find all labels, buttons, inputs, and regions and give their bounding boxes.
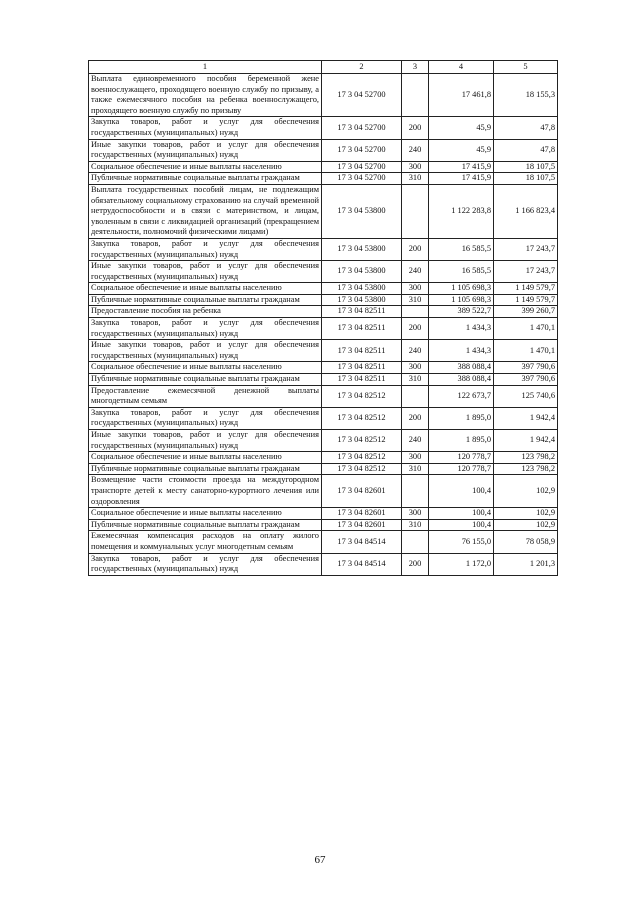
- amount-col4-cell: 1 122 283,8: [429, 184, 494, 238]
- table-row: [89, 184, 558, 238]
- row-name-cell: Закупка товаров, работ и услуг для обеспечения государственных (муниципальных) нужд: [89, 318, 322, 340]
- table-row: [89, 452, 558, 464]
- expense-type-cell: 200: [402, 553, 429, 575]
- amount-col4-cell: 1 434,3: [429, 340, 494, 362]
- table-row: [89, 407, 558, 429]
- row-name-cell: Выплата единовременного пособия беременной жене военнослужащего, проходящего военную службу по призыву, а также ежемесячного пособия на ребенка военнослужащего, проходящего военную службу по призыву: [89, 74, 322, 117]
- table-row: [89, 475, 558, 508]
- expense-type-cell: 200: [402, 117, 429, 139]
- row-name-cell: Публичные нормативные социальные выплаты гражданам: [89, 173, 322, 185]
- target-code-cell: 17 3 04 84514: [322, 531, 402, 553]
- column-header: 4: [429, 61, 494, 74]
- target-code-cell: 17 3 04 82512: [322, 385, 402, 407]
- amount-col5-cell: 1 149 579,7: [494, 294, 558, 306]
- table-row: [89, 238, 558, 260]
- expense-type-cell: [402, 306, 429, 318]
- budget-table: [88, 60, 558, 576]
- row-name-cell: Иные закупки товаров, работ и услуг для обеспечения государственных (муниципальных) нужд: [89, 261, 322, 283]
- amount-col4-cell: 16 585,5: [429, 238, 494, 260]
- expense-type-cell: [402, 475, 429, 508]
- amount-col5-cell: 397 790,6: [494, 374, 558, 386]
- amount-col4-cell: 388 088,4: [429, 374, 494, 386]
- amount-col5-cell: 1 942,4: [494, 430, 558, 452]
- expense-type-cell: 240: [402, 139, 429, 161]
- target-code-cell: 17 3 04 53800: [322, 184, 402, 238]
- expense-type-cell: 300: [402, 452, 429, 464]
- table-row: [89, 74, 558, 117]
- row-name-cell: Публичные нормативные социальные выплаты гражданам: [89, 294, 322, 306]
- amount-col4-cell: 120 778,7: [429, 463, 494, 475]
- table-row: [89, 553, 558, 575]
- target-code-cell: 17 3 04 82512: [322, 463, 402, 475]
- amount-col4-cell: 100,4: [429, 475, 494, 508]
- row-name-cell: Социальное обеспечение и иные выплаты населению: [89, 161, 322, 173]
- expense-type-cell: 310: [402, 294, 429, 306]
- amount-col4-cell: 1 172,0: [429, 553, 494, 575]
- amount-col4-cell: 17 461,8: [429, 74, 494, 117]
- row-name-cell: Возмещение части стоимости проезда на междугородном транспорте детей к месту санаторно-курортного лечения или оздоровления: [89, 475, 322, 508]
- row-name-cell: Закупка товаров, работ и услуг для обеспечения государственных (муниципальных) нужд: [89, 238, 322, 260]
- amount-col5-cell: 17 243,7: [494, 261, 558, 283]
- table-row: [89, 340, 558, 362]
- expense-type-cell: 200: [402, 318, 429, 340]
- row-name-cell: Социальное обеспечение и иные выплаты населению: [89, 452, 322, 464]
- expense-type-cell: [402, 385, 429, 407]
- amount-col4-cell: 122 673,7: [429, 385, 494, 407]
- expense-type-cell: 300: [402, 283, 429, 295]
- amount-col5-cell: 102,9: [494, 508, 558, 520]
- table-row: [89, 531, 558, 553]
- target-code-cell: 17 3 04 53800: [322, 261, 402, 283]
- amount-col5-cell: 47,8: [494, 139, 558, 161]
- amount-col4-cell: 17 415,9: [429, 161, 494, 173]
- table-row: [89, 374, 558, 386]
- amount-col4-cell: 1 105 698,3: [429, 294, 494, 306]
- target-code-cell: 17 3 04 52700: [322, 139, 402, 161]
- amount-col4-cell: 16 585,5: [429, 261, 494, 283]
- column-header: 2: [322, 61, 402, 74]
- row-name-cell: Иные закупки товаров, работ и услуг для обеспечения государственных (муниципальных) нужд: [89, 139, 322, 161]
- target-code-cell: 17 3 04 52700: [322, 74, 402, 117]
- header-row: [89, 61, 558, 74]
- table-row: [89, 117, 558, 139]
- table-row: [89, 161, 558, 173]
- expense-type-cell: 300: [402, 161, 429, 173]
- row-name-cell: Предоставление ежемесячной денежной выплаты многодетным семьям: [89, 385, 322, 407]
- amount-col5-cell: 18 107,5: [494, 173, 558, 185]
- table-row: [89, 508, 558, 520]
- expense-type-cell: 240: [402, 340, 429, 362]
- target-code-cell: 17 3 04 82512: [322, 430, 402, 452]
- target-code-cell: 17 3 04 82601: [322, 475, 402, 508]
- amount-col4-cell: 1 895,0: [429, 430, 494, 452]
- expense-type-cell: 200: [402, 407, 429, 429]
- amount-col5-cell: 397 790,6: [494, 362, 558, 374]
- amount-col5-cell: 1 942,4: [494, 407, 558, 429]
- target-code-cell: 17 3 04 53800: [322, 238, 402, 260]
- target-code-cell: 17 3 04 82511: [322, 306, 402, 318]
- table-row: [89, 430, 558, 452]
- row-name-cell: Социальное обеспечение и иные выплаты населению: [89, 508, 322, 520]
- table-row: [89, 261, 558, 283]
- row-name-cell: Публичные нормативные социальные выплаты гражданам: [89, 374, 322, 386]
- expense-type-cell: [402, 74, 429, 117]
- amount-col4-cell: 45,9: [429, 139, 494, 161]
- amount-col5-cell: 1 470,1: [494, 318, 558, 340]
- amount-col5-cell: 102,9: [494, 519, 558, 531]
- amount-col5-cell: 47,8: [494, 117, 558, 139]
- row-name-cell: Ежемесячная компенсация расходов на оплату жилого помещения и коммунальных услуг многодетным семьям: [89, 531, 322, 553]
- amount-col5-cell: 123 798,2: [494, 463, 558, 475]
- expense-type-cell: 200: [402, 238, 429, 260]
- amount-col4-cell: 120 778,7: [429, 452, 494, 464]
- amount-col5-cell: 125 740,6: [494, 385, 558, 407]
- amount-col5-cell: 1 201,3: [494, 553, 558, 575]
- amount-col5-cell: 78 058,9: [494, 531, 558, 553]
- expense-type-cell: 240: [402, 261, 429, 283]
- amount-col4-cell: 389 522,7: [429, 306, 494, 318]
- row-name-cell: Публичные нормативные социальные выплаты гражданам: [89, 463, 322, 475]
- table-row: [89, 139, 558, 161]
- table-row: [89, 318, 558, 340]
- table-row: [89, 306, 558, 318]
- row-name-cell: Закупка товаров, работ и услуг для обеспечения государственных (муниципальных) нужд: [89, 553, 322, 575]
- target-code-cell: 17 3 04 53800: [322, 283, 402, 295]
- table-row: [89, 294, 558, 306]
- target-code-cell: 17 3 04 82511: [322, 340, 402, 362]
- table-row: [89, 283, 558, 295]
- row-name-cell: Социальное обеспечение и иные выплаты населению: [89, 283, 322, 295]
- target-code-cell: 17 3 04 82511: [322, 362, 402, 374]
- column-header: 1: [89, 61, 322, 74]
- column-header: 5: [494, 61, 558, 74]
- target-code-cell: 17 3 04 52700: [322, 173, 402, 185]
- expense-type-cell: [402, 184, 429, 238]
- amount-col4-cell: 45,9: [429, 117, 494, 139]
- row-name-cell: Иные закупки товаров, работ и услуг для обеспечения государственных (муниципальных) нужд: [89, 430, 322, 452]
- amount-col4-cell: 388 088,4: [429, 362, 494, 374]
- expense-type-cell: 310: [402, 374, 429, 386]
- table-row: [89, 519, 558, 531]
- target-code-cell: 17 3 04 82601: [322, 519, 402, 531]
- expense-type-cell: 310: [402, 519, 429, 531]
- amount-col4-cell: 100,4: [429, 519, 494, 531]
- expense-type-cell: 240: [402, 430, 429, 452]
- expense-type-cell: 300: [402, 508, 429, 520]
- table-row: [89, 362, 558, 374]
- amount-col4-cell: 100,4: [429, 508, 494, 520]
- row-name-cell: Выплата государственных пособий лицам, не подлежащим обязательному социальному страхованию на случай временной нетрудоспособности и в связи с материнством, и лицам, уволенным в связи с ликвидацией организаций (прекращением деятельности, полномочий физическими лицами): [89, 184, 322, 238]
- amount-col5-cell: 123 798,2: [494, 452, 558, 464]
- expense-type-cell: 310: [402, 463, 429, 475]
- target-code-cell: 17 3 04 82511: [322, 318, 402, 340]
- expense-type-cell: 300: [402, 362, 429, 374]
- target-code-cell: 17 3 04 82512: [322, 407, 402, 429]
- target-code-cell: 17 3 04 82511: [322, 374, 402, 386]
- row-name-cell: Закупка товаров, работ и услуг для обеспечения государственных (муниципальных) нужд: [89, 407, 322, 429]
- amount-col4-cell: 1 105 698,3: [429, 283, 494, 295]
- row-name-cell: Предоставление пособия на ребенка: [89, 306, 322, 318]
- amount-col5-cell: 17 243,7: [494, 238, 558, 260]
- target-code-cell: 17 3 04 84514: [322, 553, 402, 575]
- page-number: 67: [314, 854, 326, 866]
- column-header: 3: [402, 61, 429, 74]
- table-row: [89, 385, 558, 407]
- amount-col4-cell: 17 415,9: [429, 173, 494, 185]
- amount-col4-cell: 1 895,0: [429, 407, 494, 429]
- row-name-cell: Иные закупки товаров, работ и услуг для обеспечения государственных (муниципальных) нужд: [89, 340, 322, 362]
- amount-col5-cell: 18 155,3: [494, 74, 558, 117]
- amount-col5-cell: 1 470,1: [494, 340, 558, 362]
- amount-col5-cell: 18 107,5: [494, 161, 558, 173]
- target-code-cell: 17 3 04 52700: [322, 161, 402, 173]
- amount-col5-cell: 102,9: [494, 475, 558, 508]
- amount-col5-cell: 1 166 823,4: [494, 184, 558, 238]
- row-name-cell: Социальное обеспечение и иные выплаты населению: [89, 362, 322, 374]
- table-row: [89, 173, 558, 185]
- target-code-cell: 17 3 04 52700: [322, 117, 402, 139]
- expense-type-cell: [402, 531, 429, 553]
- target-code-cell: 17 3 04 53800: [322, 294, 402, 306]
- row-name-cell: Закупка товаров, работ и услуг для обеспечения государственных (муниципальных) нужд: [89, 117, 322, 139]
- target-code-cell: 17 3 04 82512: [322, 452, 402, 464]
- amount-col5-cell: 399 260,7: [494, 306, 558, 318]
- amount-col4-cell: 76 155,0: [429, 531, 494, 553]
- expense-type-cell: 310: [402, 173, 429, 185]
- target-code-cell: 17 3 04 82601: [322, 508, 402, 520]
- row-name-cell: Публичные нормативные социальные выплаты гражданам: [89, 519, 322, 531]
- table-row: [89, 463, 558, 475]
- amount-col4-cell: 1 434,3: [429, 318, 494, 340]
- amount-col5-cell: 1 149 579,7: [494, 283, 558, 295]
